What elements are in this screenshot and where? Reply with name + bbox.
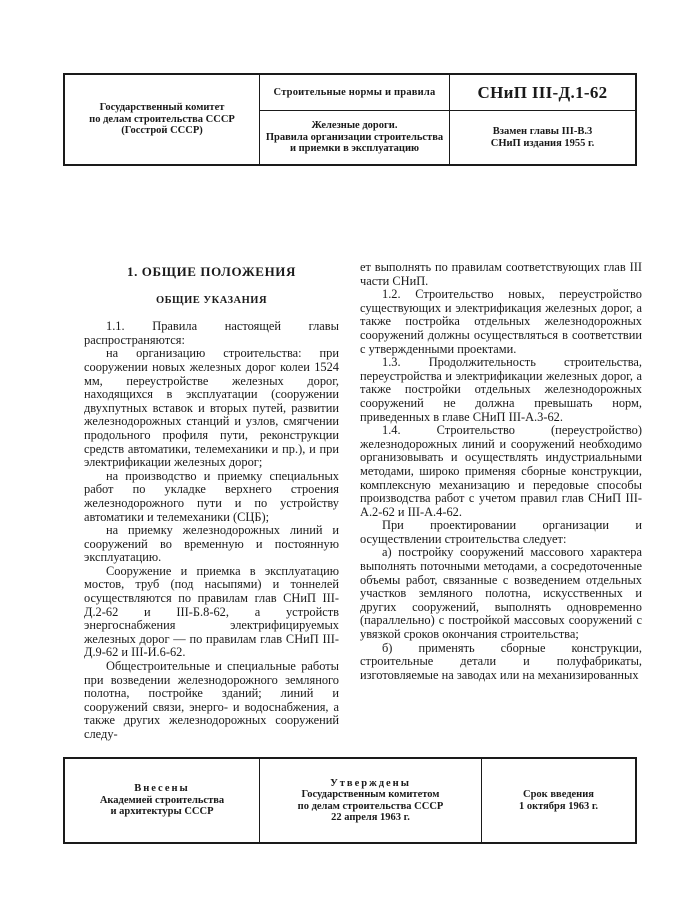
code-block <box>450 75 635 164</box>
paragraph: Сооружение и приемка в эксплуатацию мостов, труб (под насыпями) и тоннелей осуществляются по правилам глав СНиП III-Д.2-62 и III-Б.8-62, а устройств энергоснабжения электрифицируемых железных дорог — по правилам глав СНиП III-Д.9-62 и III-И.6-62. <box>84 563 339 660</box>
paragraph: б) применять сборные конструкции, строительные детали и полуфабрикаты, изготовляемые на заводах или на механизированных <box>360 640 642 682</box>
document-footer <box>63 757 637 844</box>
submitted-line: и архитектуры СССР <box>110 806 214 818</box>
submitted-heading: Внесены <box>134 783 190 795</box>
replaces-line: СНиП издания 1955 г. <box>490 137 595 149</box>
section-subtitle: ОБЩИЕ УКАЗАНИЯ <box>155 294 268 306</box>
submitted-by <box>65 759 260 842</box>
paragraph-number: 1.1. <box>106 319 125 334</box>
approved-by <box>260 759 482 842</box>
agency-line: по делам строительства СССР <box>89 113 235 125</box>
document-header <box>63 73 637 166</box>
right-column <box>360 261 642 682</box>
effective-date <box>482 759 635 842</box>
approved-date: 22 апреля 1963 г. <box>331 812 410 823</box>
paragraph-continuation: ет выполнять по правилам соответствующих глав III части СНиП. <box>360 260 642 288</box>
document-subject <box>260 111 449 164</box>
paragraph <box>360 424 642 519</box>
agency-line: (Госстрой СССР) <box>121 125 203 137</box>
paragraph-text: Правила настоящей главы распространяются: <box>84 319 339 347</box>
effective-value: 1 октября 1963 г. <box>518 800 599 812</box>
paragraph-text: Строительство новых, переустройство существующих и электрификация железных дорог, а также постройка отдельных железнодорожных сооружений должны осуществляться в соответствии с утвержденными проектами. <box>360 287 642 356</box>
paragraph-number: 1.2. <box>382 287 401 302</box>
effective-heading: Срок введения <box>523 789 594 800</box>
paragraph <box>360 356 642 424</box>
paragraph-number: 1.3. <box>382 355 401 370</box>
replaces-line: Взамен главы III-В.3 <box>492 126 593 137</box>
agency-line: Государственный комитет <box>99 102 225 114</box>
paragraph: на приемку железнодорожных линий и сооружений во временную и постоянную эксплуатацию. <box>84 523 339 565</box>
subject-line: Правила организации строительства <box>265 131 444 143</box>
submitted-line: Академией строительства <box>99 794 225 806</box>
title-block <box>260 75 450 164</box>
paragraph <box>84 320 339 347</box>
paragraph: Общестроительные и специальные работы при возведении железнодорожного земляного полотна, постройке зданий; линий и сооружений связи, энерго- и водоснабжения, а также других железнодорожных сооружений следу- <box>84 659 339 741</box>
paragraph: на организацию строительства: при сооружении новых железных дорог колеи 1524 мм, переустройстве железных дорог, находящихся в эксплуатации (сооружении двухпутных вставок и вторых путей, развитии железнодорожных станций и узлов, смягчении продольного профиля пути, реконструкции средств автоматики, телемеханики и пр.), и при электрификации железных дорог; <box>84 346 339 470</box>
paragraph-text: Строительство (переустройство) железнодорожных линий и сооружений необходимо организовывать и осуществлять индустриальными методами, широко применяя сборные конструкции, комплексную механизацию и передовые способы производства работ с учетом правил глав СНиП III-А.2-62 и III-А.4-62. <box>360 423 642 519</box>
paragraph-number: 1.4. <box>382 423 401 438</box>
series-title: Строительные нормы и правила <box>260 75 449 111</box>
paragraph-text: Продолжительность строительства, переустройства и электрификации железных дорог, а также постройки отдельных железнодорожных сооружений не должна превышать норм, приведенных в главе СНиП III-А.3-62. <box>360 355 642 424</box>
paragraph: а) постройку сооружений массового характера выполнять поточными методами, а сосредоточенные объемы работ, связанные с возведением отдельных участков земляного полотна, искусственных и других сооружений, выполнять одновременно (параллельно) с постройкой массовых сооружений с увязкой сроков окончания строительства; <box>360 545 642 642</box>
approved-heading: Утверждены <box>330 777 411 789</box>
paragraph: При проектировании организации и осуществлении строительства следует: <box>360 518 642 546</box>
approved-line: по делам строительства СССР <box>297 800 444 812</box>
paragraph: на производство и приемку специальных работ по укладке верхнего строения железнодорожного пути и по устройству автоматики и телемеханики (СЦБ); <box>84 468 339 524</box>
document-code: СНиП III-Д.1-62 <box>450 75 635 111</box>
issuing-agency <box>65 75 260 164</box>
approved-line: Государственным комитетом <box>301 789 440 800</box>
section-title: 1. ОБЩИЕ ПОЛОЖЕНИЯ <box>126 264 296 279</box>
subject-line: и приемки в эксплуатацию <box>289 143 420 155</box>
left-column <box>84 262 339 742</box>
paragraph <box>360 288 642 356</box>
replaces-note <box>450 111 635 164</box>
subject-line: Железные дороги. <box>311 120 398 132</box>
